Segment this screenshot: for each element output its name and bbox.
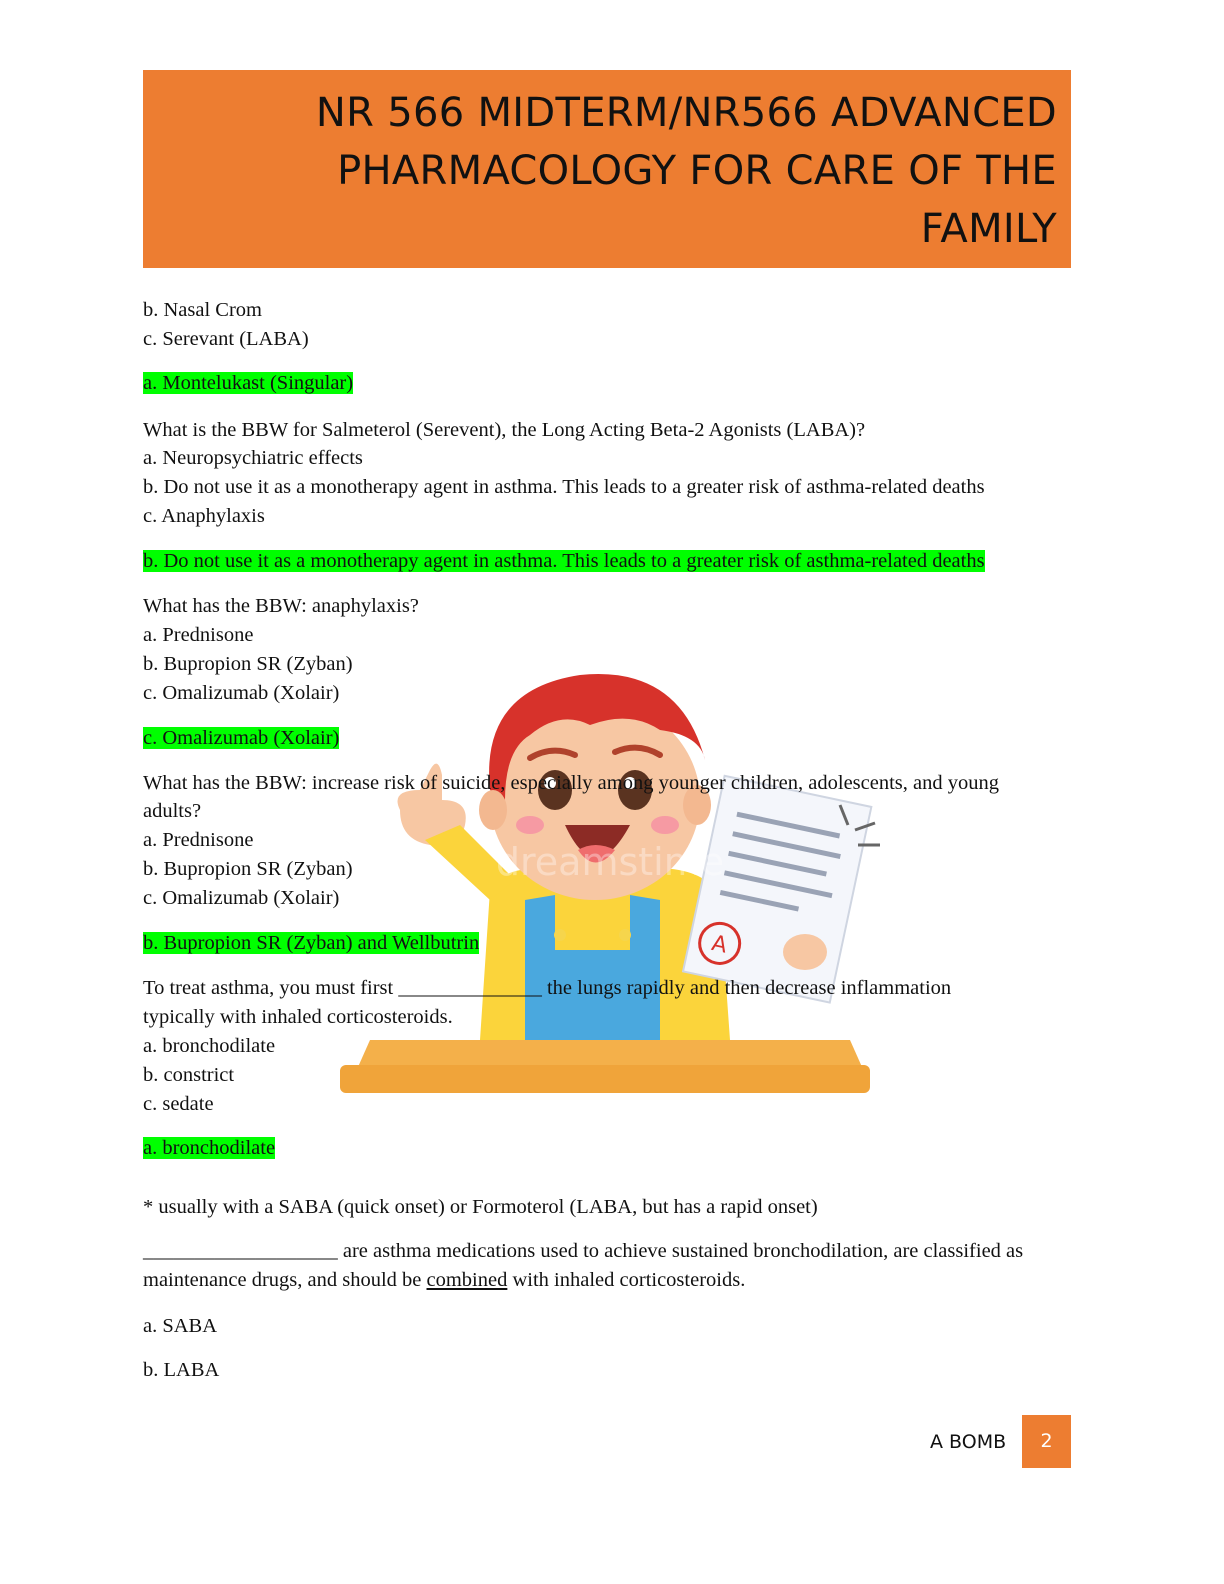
option-text: c. Omalizumab (Xolair) [143, 682, 340, 704]
option-text: a. Prednisone [143, 624, 254, 646]
option-text: a. Neuropsychiatric effects [143, 447, 363, 469]
holding-hand-shape [783, 934, 827, 970]
document-title [237, 84, 1057, 258]
question-text: adults? [143, 800, 202, 822]
note-text: * usually with a SABA (quick onset) or Formoterol (LABA, but has a rapid onset) [143, 1196, 818, 1218]
answer-line [143, 1134, 275, 1162]
option-text: b. LABA [143, 1359, 220, 1381]
answer-line [143, 547, 985, 575]
cheek-right [651, 816, 679, 834]
option-text: c. sedate [143, 1093, 214, 1115]
highlighted-answer: a. Montelukast (Singular) [143, 372, 354, 394]
question-fragment: with inhaled corticosteroids. [507, 1269, 746, 1291]
question-text: ___________________ are asthma medications used to achieve sustained bronchodilation, are classified as [143, 1240, 1024, 1262]
answer-line [143, 724, 339, 752]
question-text: What has the BBW: increase risk of suicide, especially among younger children, adolescents, and young [143, 772, 999, 794]
question-fragment: maintenance drugs, and should be [143, 1269, 427, 1291]
option-text: b. constrict [143, 1064, 235, 1086]
footer-label: A BOMB [930, 1431, 1007, 1453]
header-banner [143, 70, 1071, 268]
kid-holding-test-illustration [330, 640, 890, 1100]
highlighted-answer: b. Do not use it as a monotherapy agent in asthma. This leads to a greater risk of asthma-related deaths [143, 550, 985, 572]
option-text: c. Omalizumab (Xolair) [143, 887, 340, 909]
option-text: a. SABA [143, 1315, 218, 1337]
option-text: b. Do not use it as a monotherapy agent in asthma. This leads to a greater risk of asthma-related deaths [143, 476, 985, 498]
title-line: PHARMACOLOGY FOR CARE OF THE [337, 148, 1057, 194]
grade-mark: A [709, 931, 730, 959]
answer-line [143, 369, 353, 397]
question-text: To treat asthma, you must first ______________ the lungs rapidly and then decrease inflammation [143, 977, 952, 999]
overall-button-right [619, 929, 631, 941]
option-text: b. Nasal Crom [143, 299, 262, 321]
option-text: a. bronchodilate [143, 1035, 276, 1057]
option-text: c. Anaphylaxis [143, 505, 265, 527]
option-text: a. Prednisone [143, 829, 254, 851]
desk-edge-shape [340, 1065, 870, 1093]
overall-button-left [554, 929, 566, 941]
question-text: What has the BBW: anaphylaxis? [143, 595, 419, 617]
highlighted-answer: a. bronchodilate [143, 1137, 276, 1159]
page-number: 2 [1022, 1415, 1071, 1468]
question-text: typically with inhaled corticosteroids. [143, 1006, 453, 1028]
option-text: b. Bupropion SR (Zyban) [143, 653, 353, 675]
title-line: NR 566 MIDTERM/NR566 ADVANCED [315, 90, 1057, 136]
question-text: What is the BBW for Salmeterol (Serevent), the Long Acting Beta-2 Agonists (LABA)? [143, 419, 866, 441]
cheek-left [516, 816, 544, 834]
underlined-word: combined [426, 1269, 508, 1291]
highlighted-answer: c. Omalizumab (Xolair) [143, 727, 340, 749]
option-text: c. Serevant (LABA) [143, 328, 309, 350]
answer-line [143, 929, 479, 957]
title-line: FAMILY [920, 206, 1057, 252]
highlighted-answer: b. Bupropion SR (Zyban) and Wellbutrin [143, 932, 480, 954]
watermark-text: dreamstime [495, 840, 725, 884]
option-text: b. Bupropion SR (Zyban) [143, 858, 353, 880]
question-text [143, 1266, 745, 1294]
